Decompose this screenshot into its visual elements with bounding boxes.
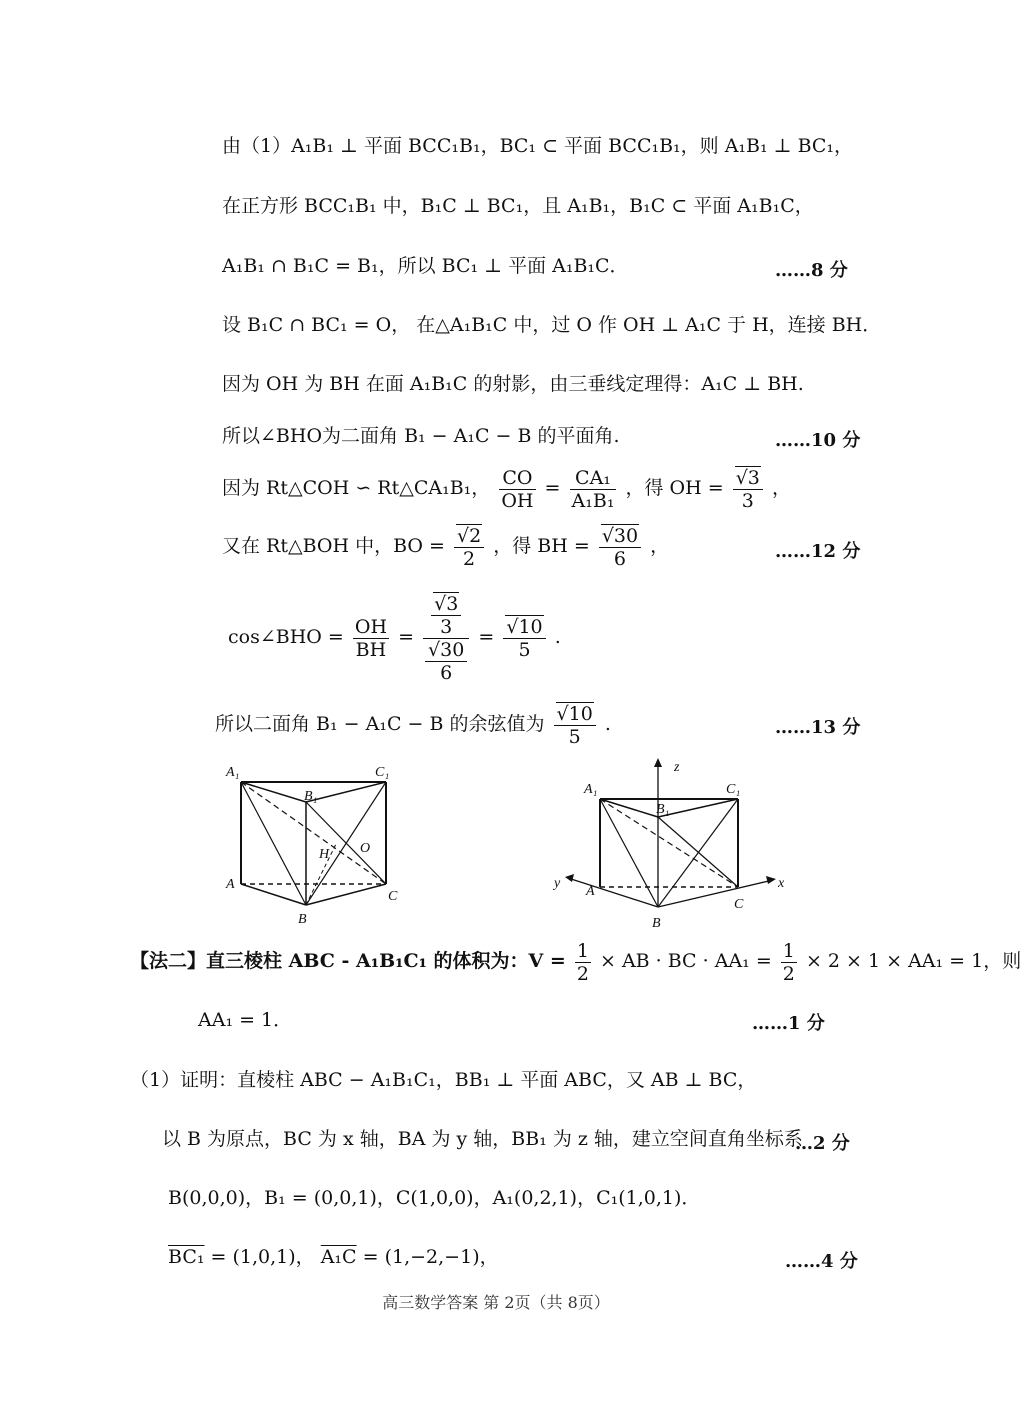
label-o: O: [360, 841, 371, 856]
fraction-co-oh: $\frac{CO}{OH}$: [501, 466, 534, 512]
axis-y-arrow: [565, 874, 574, 882]
score-1: ……1 分: [752, 1013, 825, 1034]
method-two-line: 【法二】直三棱柱 ABC - A₁B₁C₁ 的体积为：V = $\frac{1}{2}$ × AB · BC · AA₁ = $\frac{1}{2}$ × 2 × 1 × AA₁ = 1，则: [130, 939, 1021, 985]
label-y: y: [554, 876, 561, 891]
label-c1: C₁: [375, 765, 390, 780]
label-x: x: [778, 876, 785, 891]
score-4: ……4 分: [785, 1251, 858, 1272]
text-line-6: 所以∠BHO为二面角 B₁ − A₁C − B 的平面角.: [222, 425, 620, 447]
fraction-cos-result: $\frac{√10}{5}$: [503, 616, 545, 661]
fraction-half-2: $\frac{1}{2}$: [782, 939, 795, 985]
label-b: B: [652, 916, 661, 931]
label-a: A: [586, 884, 595, 899]
text-line-10: 所以二面角 B₁ − A₁C − B 的余弦值为 $\frac{√10}{5}$ .: [215, 702, 611, 748]
text-vectors: BC₁ = (1,0,1)， A₁C = (1,−2,−1)，: [168, 1246, 499, 1268]
text-line-8: 又在 Rt△BOH 中，BO = $\frac{√2}{2}$ ，得 BH = $\frac{√30}{6}$ ，: [222, 524, 670, 570]
text-line-7: 因为 Rt△COH ∽ Rt△CA₁B₁， $\frac{CO}{OH}$ = $\frac{\text{CA₁}}{\text{A₁B₁}}$ ，得 OH = $\frac{√3}{3}$ ，: [222, 466, 791, 512]
label-a1: A₁: [584, 782, 598, 797]
score-10: ……10 分: [775, 430, 861, 451]
text-line-2: 在正方形 BCC₁B₁ 中，B₁C ⊥ BC₁，且 A₁B₁，B₁C ⊂ 平面 A₁B₁C，: [222, 195, 814, 217]
text-line-cos: cos∠BHO = $\frac{OH}{BH}$ = $\frac{\frac{√3}{3}}{\frac{√30}{6}}$ = $\frac{√10}{5}$ .: [228, 592, 561, 684]
fraction-half: $\frac{1}{2}$: [576, 939, 589, 985]
text-line-1: 由（1）A₁B₁ ⊥ 平面 BCC₁B₁，BC₁ ⊂ 平面 BCC₁B₁，则 A₁B₁ ⊥ BC₁，: [222, 135, 854, 157]
score-12: ……12 分: [775, 541, 861, 562]
similar-triangles-text: 因为 Rt△COH ∽ Rt△CA₁B₁，: [222, 477, 491, 499]
fraction-bh-value: $\frac{√30}{6}$: [599, 525, 641, 570]
fraction-bo-value: $\frac{√2}{2}$: [454, 525, 484, 570]
page-footer: 高三数学答案 第 2页（共 8页）: [382, 1293, 610, 1312]
label-a1: A₁: [226, 765, 240, 780]
edge-a1b1: [241, 782, 306, 802]
label-b1: B₁: [304, 789, 318, 804]
axis-x-arrow: [766, 876, 776, 884]
score-13: ……13 分: [775, 717, 861, 738]
label-c: C: [388, 889, 398, 904]
text-coordinates: B(0,0,0)，B₁ = (0,0,1)，C(1,0,0)，A₁(0,2,1)，C₁(1,0,1)．: [168, 1187, 701, 1209]
axis-z-arrow: [654, 758, 662, 767]
label-a: A: [226, 877, 235, 892]
fraction-ca1-a1b1: $\frac{\text{CA₁}}{\text{A₁B₁}}$: [571, 466, 615, 512]
label-h: H: [319, 847, 330, 862]
text-line-5: 因为 OH 为 BH 在面 A₁B₁C 的射影，由三垂线定理得：A₁C ⊥ BH.: [222, 373, 804, 395]
fraction-compound: $\frac{\frac{√3}{3}}{\frac{√30}{6}}$: [423, 593, 469, 684]
label-z: z: [674, 760, 680, 775]
label-b: B: [298, 912, 307, 927]
fraction-cos-answer: $\frac{√10}{5}$: [554, 703, 596, 748]
text-proof-1: （1）证明：直棱柱 ABC − A₁B₁C₁，BB₁ ⊥ 平面 ABC，又 AB ⊥ BC，: [130, 1069, 757, 1091]
edge-b1c1: [306, 782, 386, 802]
score-8: ……8 分: [775, 260, 848, 281]
text-line-3: A₁B₁ ∩ B₁C = B₁，所以 BC₁ ⊥ 平面 A₁B₁C．: [222, 255, 629, 277]
label-c: C: [734, 897, 744, 912]
text-coordinate-setup: 以 B 为原点，BC 为 x 轴，BA 为 y 轴，BB₁ 为 z 轴，建立空间直角坐标系: [162, 1128, 803, 1150]
fraction-oh-value: $\frac{√3}{3}$: [733, 467, 763, 512]
text-line-4: 设 B₁C ∩ BC₁ = O， 在△A₁B₁C 中，过 O 作 OH ⊥ A₁C 于 H，连接 BH．: [222, 314, 882, 336]
figure-prism-2: [548, 755, 788, 935]
score-2: …2 分: [795, 1133, 850, 1154]
figure-prism-1: [218, 760, 418, 930]
text-aa1: AA₁ = 1．: [198, 1009, 293, 1031]
fraction-oh-bh: $\frac{OH}{BH}$: [354, 615, 388, 661]
label-b1: B₁: [656, 802, 670, 817]
label-c1: C₁: [726, 782, 741, 797]
